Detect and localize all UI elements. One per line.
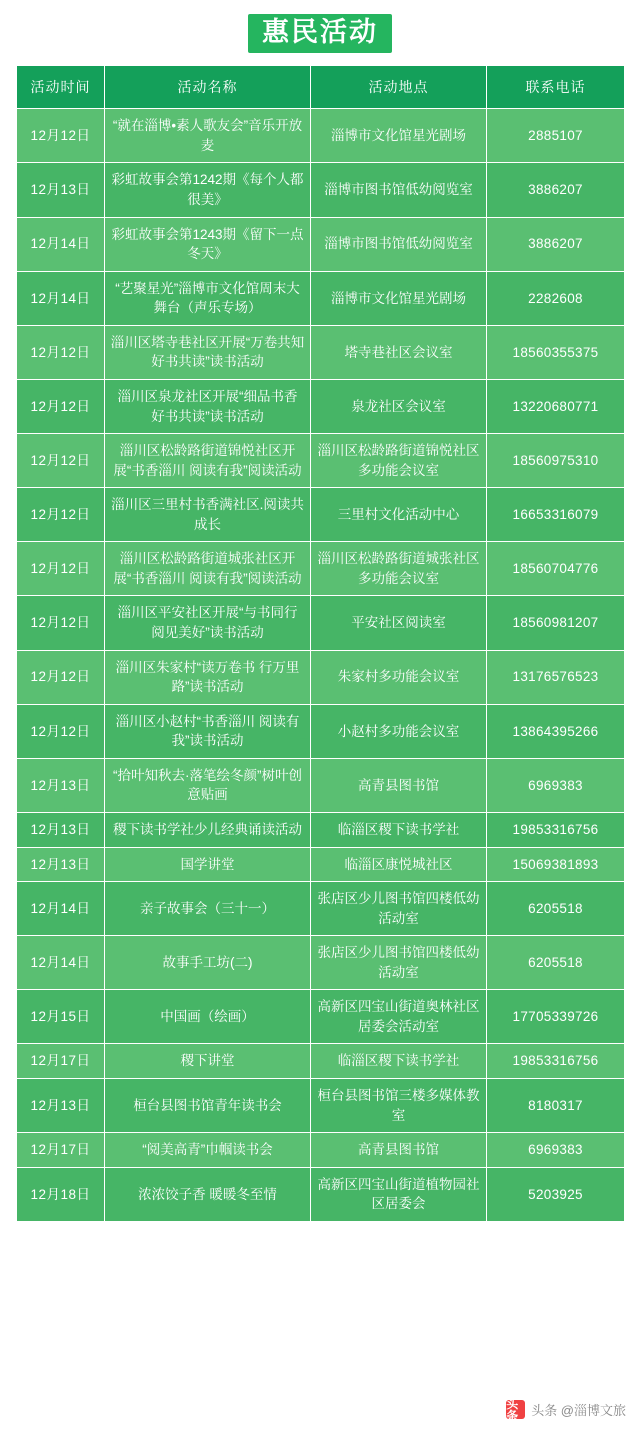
cell-activity-name: “艺聚星光”淄博市文化馆周末大舞台（声乐专场） bbox=[105, 271, 311, 325]
cell-activity-name: “就在淄博•素人歌友会”音乐开放麦 bbox=[105, 109, 311, 163]
cell-activity-time: 12月14日 bbox=[17, 936, 105, 990]
table-row bbox=[17, 990, 625, 1044]
table-body bbox=[17, 109, 625, 1222]
toutiao-logo-icon: 头条 bbox=[506, 1400, 525, 1419]
cell-activity-place: 塔寺巷社区会议室 bbox=[311, 325, 487, 379]
cell-contact-phone: 13176576523 bbox=[487, 650, 625, 704]
cell-activity-time: 12月12日 bbox=[17, 704, 105, 758]
cell-activity-name: 亲子故事会（三十一） bbox=[105, 882, 311, 936]
column-header-place: 活动地点 bbox=[311, 66, 487, 109]
cell-activity-name: “拾叶知秋去·落笔绘冬颜”树叶创意贴画 bbox=[105, 758, 311, 812]
cell-contact-phone: 15069381893 bbox=[487, 847, 625, 882]
cell-activity-name: 淄川区平安社区开展“与书同行 阅见美好”读书活动 bbox=[105, 596, 311, 650]
cell-activity-time: 12月13日 bbox=[17, 163, 105, 217]
cell-activity-time: 12月12日 bbox=[17, 379, 105, 433]
cell-activity-place: 高青县图书馆 bbox=[311, 758, 487, 812]
cell-contact-phone: 18560975310 bbox=[487, 434, 625, 488]
cell-activity-place: 淄川区松龄路街道锦悦社区多功能会议室 bbox=[311, 434, 487, 488]
cell-activity-name: 浓浓饺子香 暖暖冬至情 bbox=[105, 1167, 311, 1221]
table-header-row bbox=[17, 66, 625, 109]
table-row bbox=[17, 163, 625, 217]
cell-activity-place: 临淄区康悦城社区 bbox=[311, 847, 487, 882]
cell-activity-time: 12月15日 bbox=[17, 990, 105, 1044]
table-row bbox=[17, 1133, 625, 1168]
cell-activity-time: 12月12日 bbox=[17, 488, 105, 542]
cell-activity-place: 张店区少儿图书馆四楼低幼活动室 bbox=[311, 882, 487, 936]
cell-contact-phone: 18560355375 bbox=[487, 325, 625, 379]
cell-activity-place: 淄博市图书馆低幼阅览室 bbox=[311, 217, 487, 271]
table-row bbox=[17, 379, 625, 433]
column-header-time: 活动时间 bbox=[17, 66, 105, 109]
cell-activity-place: 三里村文化活动中心 bbox=[311, 488, 487, 542]
cell-activity-name: 中国画（绘画） bbox=[105, 990, 311, 1044]
cell-activity-name: 彩虹故事会第1243期《留下一点冬天》 bbox=[105, 217, 311, 271]
table-row bbox=[17, 325, 625, 379]
cell-activity-time: 12月12日 bbox=[17, 109, 105, 163]
page-title-wrapper bbox=[0, 0, 640, 65]
cell-contact-phone: 6969383 bbox=[487, 1133, 625, 1168]
cell-activity-name: 稷下讲堂 bbox=[105, 1044, 311, 1079]
cell-contact-phone: 8180317 bbox=[487, 1079, 625, 1133]
cell-contact-phone: 2885107 bbox=[487, 109, 625, 163]
cell-activity-name: 淄川区松龄路街道锦悦社区开展“书香淄川 阅读有我”阅读活动 bbox=[105, 434, 311, 488]
cell-activity-name: 淄川区小赵村“书香淄川 阅读有我”读书活动 bbox=[105, 704, 311, 758]
cell-contact-phone: 19853316756 bbox=[487, 812, 625, 847]
cell-contact-phone: 17705339726 bbox=[487, 990, 625, 1044]
cell-contact-phone: 18560704776 bbox=[487, 542, 625, 596]
cell-activity-place: 张店区少儿图书馆四楼低幼活动室 bbox=[311, 936, 487, 990]
watermark-text: 头条 @淄博文旅 bbox=[531, 1403, 626, 1418]
cell-activity-name: 稷下读书学社少儿经典诵读活动 bbox=[105, 812, 311, 847]
cell-contact-phone: 13220680771 bbox=[487, 379, 625, 433]
page-title: 惠民活动 bbox=[248, 14, 392, 53]
cell-activity-time: 12月14日 bbox=[17, 882, 105, 936]
table-row bbox=[17, 1167, 625, 1221]
cell-activity-time: 12月17日 bbox=[17, 1044, 105, 1079]
table-row bbox=[17, 271, 625, 325]
cell-activity-time: 12月17日 bbox=[17, 1133, 105, 1168]
table-row bbox=[17, 882, 625, 936]
cell-activity-place: 小赵村多功能会议室 bbox=[311, 704, 487, 758]
cell-activity-time: 12月12日 bbox=[17, 434, 105, 488]
cell-activity-time: 12月12日 bbox=[17, 596, 105, 650]
cell-activity-place: 朱家村多功能会议室 bbox=[311, 650, 487, 704]
cell-activity-place: 高新区四宝山街道奥林社区居委会活动室 bbox=[311, 990, 487, 1044]
cell-activity-place: 淄博市文化馆星光剧场 bbox=[311, 271, 487, 325]
cell-activity-place: 淄博市图书馆低幼阅览室 bbox=[311, 163, 487, 217]
column-header-name: 活动名称 bbox=[105, 66, 311, 109]
cell-activity-place: 泉龙社区会议室 bbox=[311, 379, 487, 433]
cell-contact-phone: 2282608 bbox=[487, 271, 625, 325]
table-row bbox=[17, 109, 625, 163]
table-row bbox=[17, 704, 625, 758]
table-row bbox=[17, 1079, 625, 1133]
table-row bbox=[17, 488, 625, 542]
table-row bbox=[17, 936, 625, 990]
cell-activity-name: 国学讲堂 bbox=[105, 847, 311, 882]
cell-activity-time: 12月14日 bbox=[17, 217, 105, 271]
table-row bbox=[17, 812, 625, 847]
watermark bbox=[506, 1396, 626, 1423]
cell-activity-time: 12月13日 bbox=[17, 847, 105, 882]
cell-activity-name: 故事手工坊(二) bbox=[105, 936, 311, 990]
cell-contact-phone: 6205518 bbox=[487, 936, 625, 990]
cell-contact-phone: 3886207 bbox=[487, 163, 625, 217]
table-row bbox=[17, 596, 625, 650]
cell-activity-place: 临淄区稷下读书学社 bbox=[311, 1044, 487, 1079]
cell-activity-place: 淄川区松龄路街道城张社区多功能会议室 bbox=[311, 542, 487, 596]
table-row bbox=[17, 542, 625, 596]
cell-activity-name: 淄川区塔寺巷社区开展“万卷共知 好书共读”读书活动 bbox=[105, 325, 311, 379]
table-row bbox=[17, 758, 625, 812]
table-row bbox=[17, 217, 625, 271]
cell-activity-name: 桓台县图书馆青年读书会 bbox=[105, 1079, 311, 1133]
cell-activity-name: 淄川区松龄路街道城张社区开展“书香淄川 阅读有我”阅读活动 bbox=[105, 542, 311, 596]
cell-activity-place: 淄博市文化馆星光剧场 bbox=[311, 109, 487, 163]
cell-contact-phone: 18560981207 bbox=[487, 596, 625, 650]
table-row bbox=[17, 650, 625, 704]
cell-activity-name: “阅美高青”巾帼读书会 bbox=[105, 1133, 311, 1168]
cell-activity-place: 高新区四宝山街道植物园社区居委会 bbox=[311, 1167, 487, 1221]
cell-activity-time: 12月13日 bbox=[17, 812, 105, 847]
cell-activity-time: 12月12日 bbox=[17, 325, 105, 379]
cell-activity-time: 12月14日 bbox=[17, 271, 105, 325]
cell-contact-phone: 5203925 bbox=[487, 1167, 625, 1221]
table-row bbox=[17, 1044, 625, 1079]
cell-activity-place: 临淄区稷下读书学社 bbox=[311, 812, 487, 847]
table-row bbox=[17, 434, 625, 488]
cell-activity-place: 桓台县图书馆三楼多媒体教室 bbox=[311, 1079, 487, 1133]
cell-activity-name: 淄川区朱家村“读万卷书 行万里路”读书活动 bbox=[105, 650, 311, 704]
activity-table bbox=[16, 65, 625, 1222]
cell-activity-time: 12月18日 bbox=[17, 1167, 105, 1221]
table-row bbox=[17, 847, 625, 882]
cell-activity-place: 平安社区阅读室 bbox=[311, 596, 487, 650]
cell-contact-phone: 3886207 bbox=[487, 217, 625, 271]
cell-contact-phone: 19853316756 bbox=[487, 1044, 625, 1079]
cell-activity-name: 淄川区泉龙社区开展“细品书香 好书共读”读书活动 bbox=[105, 379, 311, 433]
cell-activity-time: 12月12日 bbox=[17, 650, 105, 704]
table-header bbox=[17, 66, 625, 109]
cell-activity-name: 彩虹故事会第1242期《每个人都很美》 bbox=[105, 163, 311, 217]
cell-contact-phone: 6969383 bbox=[487, 758, 625, 812]
cell-activity-place: 高青县图书馆 bbox=[311, 1133, 487, 1168]
cell-contact-phone: 6205518 bbox=[487, 882, 625, 936]
cell-activity-name: 淄川区三里村书香满社区.阅读共成长 bbox=[105, 488, 311, 542]
cell-contact-phone: 16653316079 bbox=[487, 488, 625, 542]
cell-activity-time: 12月13日 bbox=[17, 1079, 105, 1133]
cell-activity-time: 12月13日 bbox=[17, 758, 105, 812]
cell-contact-phone: 13864395266 bbox=[487, 704, 625, 758]
cell-activity-time: 12月12日 bbox=[17, 542, 105, 596]
column-header-phone: 联系电话 bbox=[487, 66, 625, 109]
